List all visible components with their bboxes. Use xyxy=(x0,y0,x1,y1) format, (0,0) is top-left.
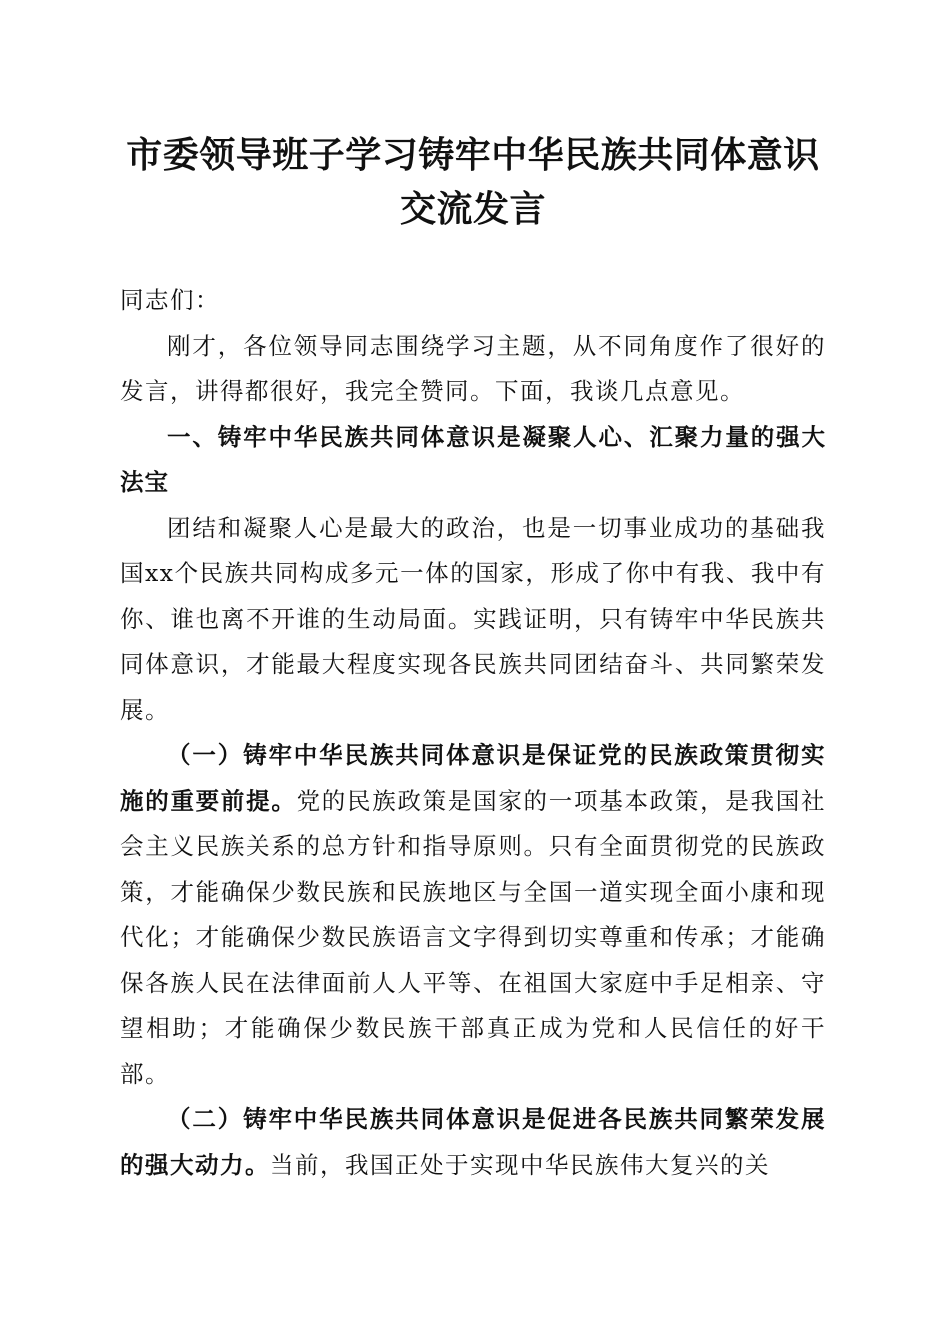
subsection-1-lead: （一）铸牢中华民族共同体意识是保证党的民族政策贯彻实施的重要前提。 xyxy=(120,741,826,815)
subsection-2-paragraph xyxy=(120,1097,826,1188)
subsection-2-lead: （二）铸牢中华民族共同体意识是促进各民族共同繁荣发展的强大动力。 xyxy=(120,1105,826,1179)
salutation: 同志们： xyxy=(120,286,220,314)
section-1-paragraph: 团结和凝聚人心是最大的政治，也是一切事业成功的基础我国xx个民族共同构成多元一体的国家，形成了你中有我、我中有你、谁也离不开谁的生动局面。实践证明，只有铸牢中华民族共同体意识，才能最大程度实现各民族共同团结奋斗、共同繁荣发展。 xyxy=(120,513,826,724)
subsection-1-body: 党的民族政策是国家的一项基本政策，是我国社会主义民族关系的总方针和指导原则。只有全面贯彻党的民族政策，才能确保少数民族和民族地区与全国一道实现全面小康和现代化；才能确保少数民族语言文字得到切实尊重和传承；才能确保各族人民在法律面前人人平等、在祖国大家庭中手足相亲、守望相助；才能确保少数民族干部真正成为党和人民信任的好干部。 xyxy=(120,786,827,1088)
document-body xyxy=(120,278,826,1188)
document-page xyxy=(120,128,826,1188)
section-1-heading: 一、铸牢中华民族共同体意识是凝聚人心、汇聚力量的强大法宝 xyxy=(120,422,826,496)
intro-paragraph: 刚才，各位领导同志围绕学习主题，从不同角度作了很好的发言，讲得都很好，我完全赞同。下面，我谈几点意见。 xyxy=(120,331,826,405)
document-title: 市委领导班子学习铸牢中华民族共同体意识交流发言 xyxy=(126,134,820,230)
subsection-1-paragraph xyxy=(120,733,826,1097)
subsection-2-body: 当前，我国正处于实现中华民族伟大复兴的关 xyxy=(270,1150,770,1179)
